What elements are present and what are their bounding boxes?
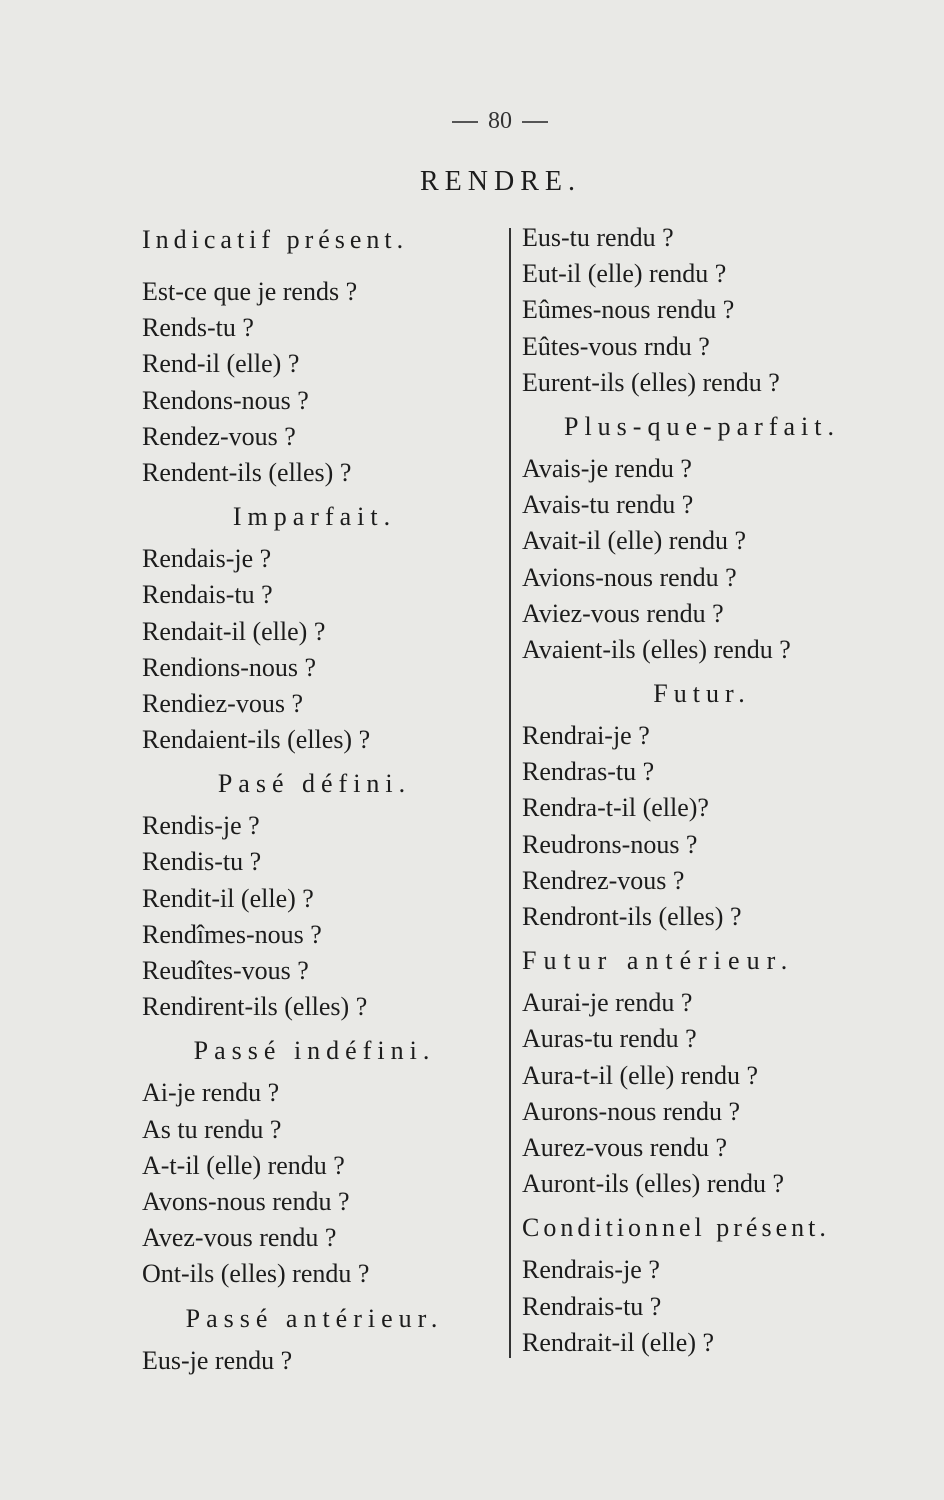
conjugation-line: Rendront-ils (elles) ?: [522, 902, 742, 931]
page-number-text: 80: [488, 108, 512, 134]
conjugation-line: Rendis-je ?: [142, 811, 260, 841]
section-passe-anterieur-cont: [522, 220, 882, 401]
conjugation-line: Eurent-ils (elles) rendu ?: [522, 367, 780, 397]
conjugation-line: Rendrais-tu ?: [522, 1291, 662, 1321]
section-heading: Passé indéfini.: [193, 1036, 436, 1066]
conjugation-line: Rendîmes-nous ?: [142, 919, 322, 949]
conjugation-line: Aurons-nous rendu ?: [522, 1096, 741, 1126]
conjugation-line: Rendons-nous ?: [142, 385, 309, 415]
conjugation-line: Ont-ils (elles) rendu ?: [142, 1259, 370, 1289]
conjugation-line: Rendrait-il (elle) ?: [522, 1327, 715, 1357]
conjugation-line: Avait-il (elle) rendu ?: [522, 526, 747, 556]
conjugation-line: As tu rendu ?: [142, 1114, 282, 1144]
section-heading: Plus-que-parfait.: [563, 411, 840, 441]
conjugation-line: Rendirent-ils (elles) ?: [142, 992, 368, 1022]
conjugation-line: Rendis-tu ?: [142, 847, 262, 877]
conjugation-line: Rendent-ils (elles) ?: [142, 457, 352, 487]
conjugation-line: Auront-ils (elles) rendu ?: [522, 1169, 785, 1199]
section-heading: Passé antérieur.: [185, 1303, 444, 1333]
section-conditionnel-present: [522, 1208, 882, 1361]
section-passe-defini: [142, 764, 487, 1025]
conjugation-line: Rend-il (elle) ?: [142, 349, 300, 379]
conjugation-line: Aurez-vous rendu ?: [522, 1132, 728, 1162]
conjugation-line: Reudrons-nous ?: [522, 829, 698, 859]
section-heading: Conditionnel présent.: [522, 1213, 830, 1243]
section-passe-anterieur: [142, 1299, 487, 1379]
conjugation-line: Aurai-je rendu ?: [522, 988, 693, 1018]
conjugation-line: Aura-t-il (elle) rendu ?: [522, 1060, 759, 1090]
conjugation-line: Eut-il (elle) rendu ?: [522, 259, 727, 289]
section-passe-indefini: [142, 1031, 487, 1292]
conjugation-line: Eus-tu rendu ?: [522, 223, 674, 252]
conjugation-line: Rendras-tu ?: [522, 757, 655, 787]
conjugation-line: Rendra-t-il (elle)?: [522, 793, 709, 823]
section-indicatif-present: [142, 220, 487, 491]
section-heading: Pasé défini.: [217, 769, 412, 799]
column-divider: [509, 228, 511, 1358]
conjugation-line: Avons-nous rendu ?: [142, 1186, 350, 1216]
conjugation-line: Rendrez-vous ?: [522, 865, 685, 895]
conjugation-line: Rendaient-ils (elles) ?: [142, 725, 371, 755]
page-number: [0, 108, 944, 135]
section-futur-anterieur: [522, 941, 882, 1202]
conjugation-line: Rendions-nous ?: [142, 652, 317, 682]
dash-right: [522, 121, 548, 123]
conjugation-line: Avez-vous rendu ?: [142, 1223, 337, 1253]
conjugation-line: Aviez-vous rendu ?: [522, 598, 724, 628]
conjugation-line: Est-ce que je rends ?: [142, 277, 358, 306]
conjugation-line: A-t-il (elle) rendu ?: [142, 1150, 345, 1180]
section-heading: Futur antérieur.: [522, 946, 795, 976]
conjugation-line: Rendais-je ?: [142, 544, 272, 574]
conjugation-line: Eûmes-nous rendu ?: [522, 295, 735, 325]
conjugation-line: Rendais-tu ?: [142, 580, 273, 610]
conjugation-line: Auras-tu rendu ?: [522, 1024, 697, 1054]
conjugation-line: Rendrai-je ?: [522, 721, 650, 751]
conjugation-line: Rendiez-vous ?: [142, 688, 304, 718]
conjugation-line: Ai-je rendu ?: [142, 1078, 280, 1108]
conjugation-line: Avais-je rendu ?: [522, 453, 692, 483]
section-plus-que-parfait: [522, 407, 882, 668]
conjugation-line: Rendrais-je ?: [522, 1255, 660, 1285]
section-imparfait: [142, 497, 487, 758]
section-heading: Futur.: [653, 679, 751, 709]
conjugation-line: Rends-tu ?: [142, 313, 254, 343]
dash-left: [452, 121, 478, 123]
conjugation-line: Eus-je rendu ?: [142, 1345, 293, 1375]
conjugation-line: Avaient-ils (elles) rendu ?: [522, 634, 791, 664]
section-heading: Indicatif présent.: [142, 225, 409, 254]
conjugation-line: Rendit-il (elle) ?: [142, 883, 314, 913]
conjugation-line: Avions-nous rendu ?: [522, 562, 737, 592]
conjugation-line: Avais-tu rendu ?: [522, 490, 694, 520]
conjugation-line: Rendait-il (elle) ?: [142, 616, 326, 646]
section-futur: [522, 674, 882, 935]
verb-title: RENDRE.: [420, 166, 581, 197]
conjugation-line: Reudîtes-vous ?: [142, 956, 309, 985]
conjugation-line: Eûtes-vous rndu ?: [522, 331, 710, 361]
right-column: [522, 220, 882, 1361]
conjugation-line: Rendez-vous ?: [142, 421, 296, 451]
left-column: [142, 220, 487, 1379]
section-heading: Imparfait.: [232, 502, 397, 532]
